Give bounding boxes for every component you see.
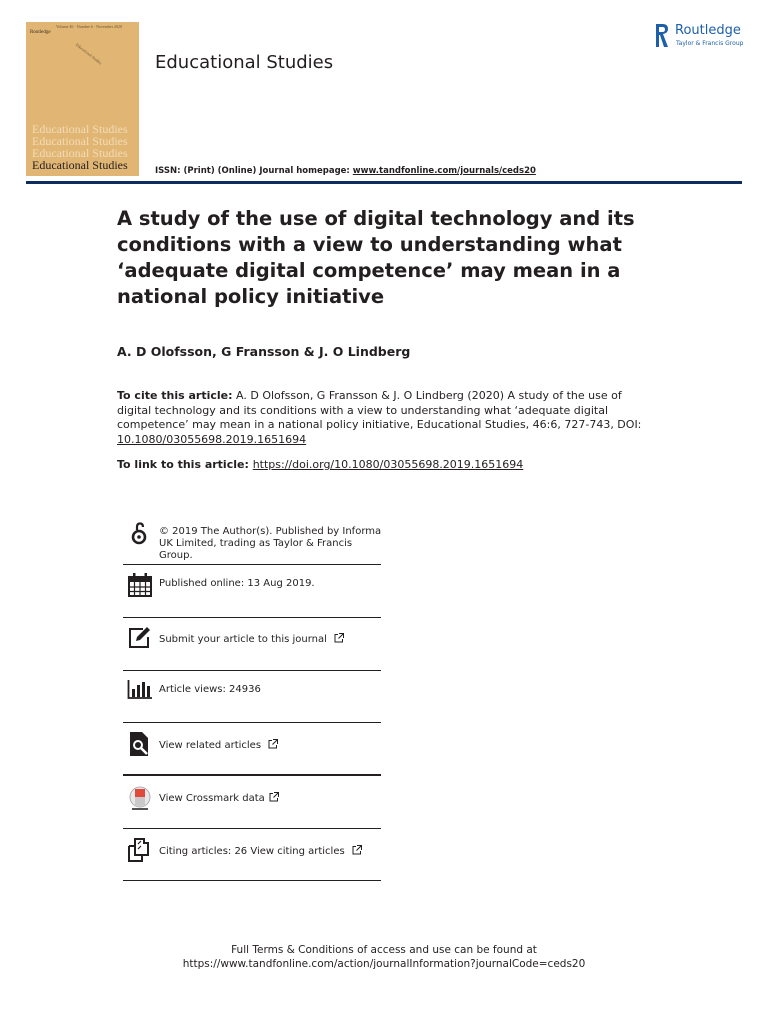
external-link-icon [269,792,279,802]
external-link-icon [268,739,278,749]
cover-title-1: Educational Studies [32,122,128,136]
article-title-line-3: ‘adequate digital competence’ may mean in a [117,259,621,282]
cite-label: To cite this article: [117,389,233,402]
routledge-logo [654,22,754,52]
issn-prefix: ISSN: (Print) (Online) Journal homepage: [155,166,353,176]
article-title-line-2: conditions with a view to understanding what [117,233,622,256]
issn-line [155,166,536,176]
cover-title-2: Educational Studies [32,134,128,148]
bar-chart-icon [127,677,153,703]
calendar-icon [127,572,153,598]
info-divider [123,617,381,618]
info-divider [123,774,381,776]
cite-text: A. D Olofsson, G Fransson & J. O Lindberg (2020) A study of the use of digital technology and its conditions with a view to understanding what ‘adequate digital competence’ may mean in a national policy initiative, Educational Studies, 46:6, 727-743, DOI: [117,389,642,431]
info-divider [123,722,381,723]
cover-issue-line: Volume 46 · Number 6 · November 2020 [56,24,123,29]
info-divider [123,880,381,881]
journal-title: Educational Studies [155,52,334,73]
open-access-text [159,526,381,562]
cite-doi-link[interactable]: 10.1080/03055698.2019.1651694 [117,432,307,446]
edit-icon [127,625,153,651]
routledge-name: Routledge [675,23,741,38]
article-link-line [117,458,523,471]
journal-homepage-link[interactable]: www.tandfonline.com/journals/ceds20 [352,166,536,176]
info-divider [123,564,381,565]
citing-articles-row[interactable] [123,837,381,867]
citing-icon [127,837,153,863]
crossmark-text: View Crossmark data [159,793,265,804]
open-access-line-3: Group. [159,550,193,561]
crossmark-link[interactable] [159,792,381,805]
cover-diagonal-text: Educational Studies [74,42,104,66]
open-access-line-1: © 2019 The Author(s). Published by Informa [159,526,382,537]
open-access-icon [127,521,153,547]
submit-article-link[interactable] [159,633,381,646]
open-access-row [123,521,381,563]
citing-articles-text: Citing articles: 26 View citing articles [159,846,345,857]
related-articles-row[interactable] [123,731,381,761]
info-divider [123,828,381,829]
submit-article-text: Submit your article to this journal [159,634,327,645]
info-divider [123,670,381,671]
external-link-icon [334,633,344,643]
crossmark-icon [127,785,153,811]
search-document-icon [127,731,153,757]
related-articles-link[interactable] [159,739,381,752]
article-views-row [123,677,381,707]
article-title-line-4: national policy initiative [117,285,385,308]
footer-terms-url[interactable]: https://www.tandfonline.com/action/journalInformation?journalCode=ceds20 [182,958,586,970]
terms-footer [0,943,768,971]
citation-block [117,389,647,447]
routledge-subtitle: Taylor & Francis Group [676,40,744,47]
cover-publisher-logo: Routledge [30,30,51,35]
submit-article-row[interactable] [123,625,381,655]
journal-cover-image [26,22,139,176]
open-access-line-2: UK Limited, trading as Taylor & Francis [159,538,353,549]
routledge-r-icon [654,22,670,49]
header-divider [26,181,742,184]
cover-title-4: Educational Studies [32,158,128,172]
article-authors: A. D Olofsson, G Fransson & J. O Lindberg [117,344,411,359]
crossmark-row[interactable] [123,785,381,815]
article-views-text: Article views: 24936 [159,684,261,695]
article-title [117,206,657,310]
article-doi-link[interactable]: https://doi.org/10.1080/03055698.2019.1651694 [252,458,524,471]
related-articles-text: View related articles [159,740,262,751]
article-title-line-1: A study of the use of digital technology and its [117,207,635,230]
footer-line-1: Full Terms & Conditions of access and use can be found at [231,944,537,956]
external-link-icon [352,845,362,855]
cover-title-stack [32,123,128,171]
published-row [123,572,381,602]
citing-articles-link[interactable] [159,845,381,858]
cover-title-3: Educational Studies [32,146,128,160]
link-label: To link to this article: [117,458,253,471]
published-text: Published online: 13 Aug 2019. [159,578,315,589]
